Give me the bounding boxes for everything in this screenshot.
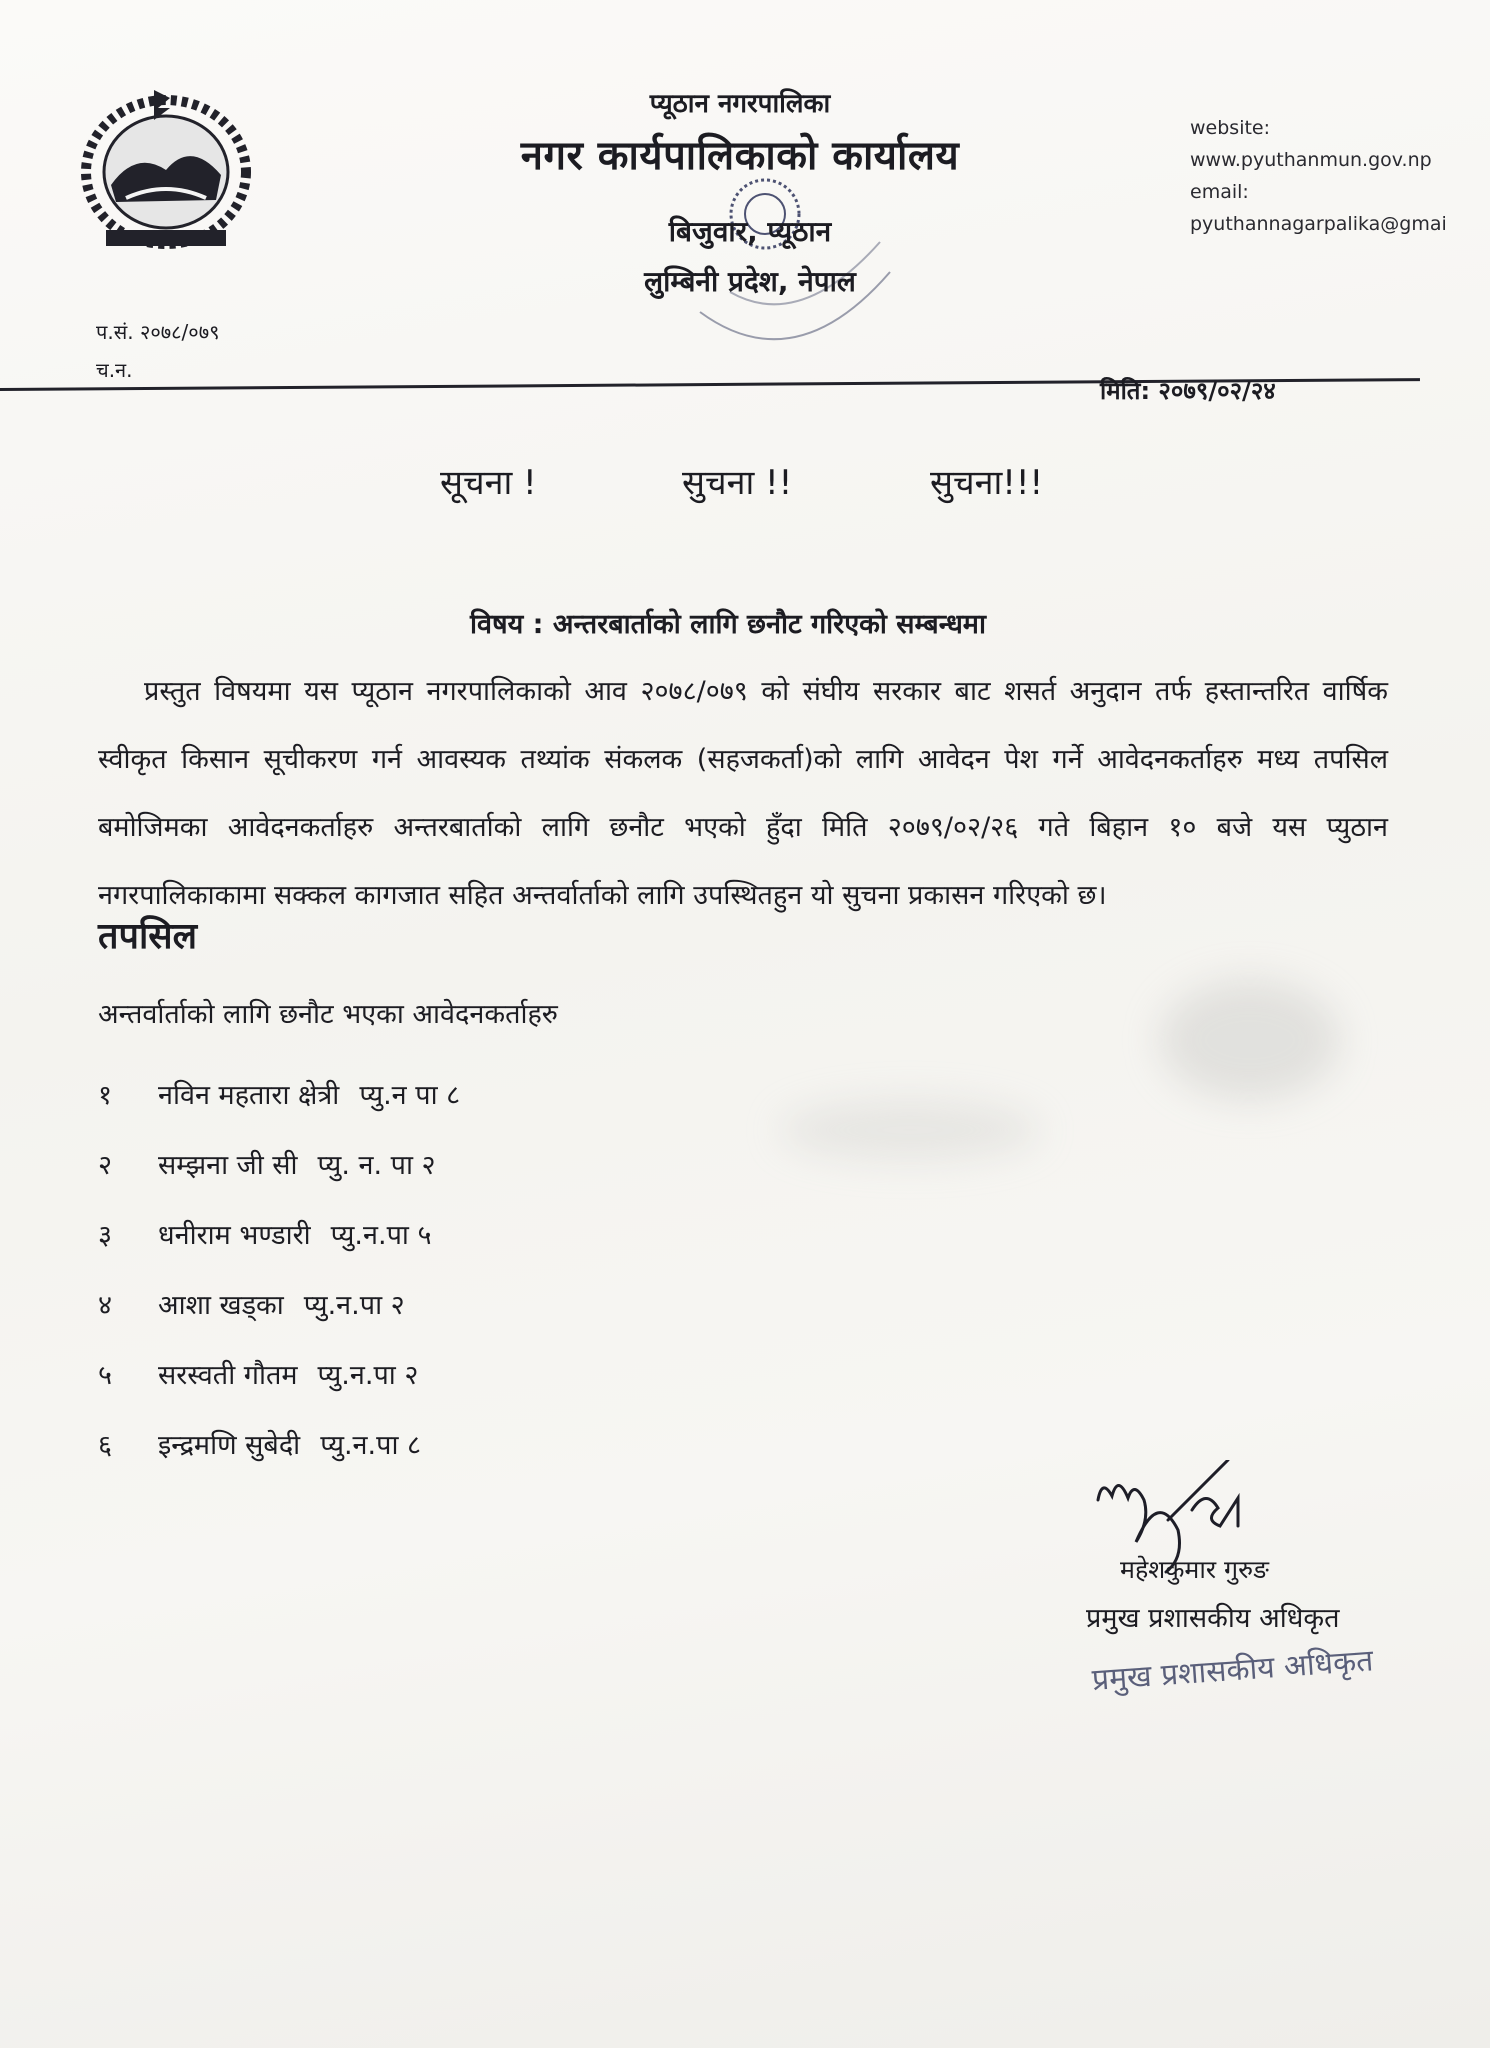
candidate-number: ५	[98, 1359, 113, 1391]
dispatch-number: च.न.	[96, 358, 133, 382]
list-item	[98, 1058, 998, 1128]
signatory-name: महेशकुमार गुरुङ	[1120, 1555, 1269, 1584]
notice-heading: सुचना !!	[682, 463, 793, 503]
candidate-ward: प्यु. न. पा २	[317, 1149, 436, 1181]
list-item	[98, 1268, 998, 1338]
candidate-ward: प्यु.न.पा ५	[330, 1219, 432, 1251]
candidate-name: सरस्वती गौतम	[158, 1359, 298, 1391]
candidate-number: ४	[98, 1289, 113, 1321]
letter-subject: विषय : अन्तरबार्ताको लागि छनौट गरिएको सम्बन्धमा	[470, 609, 986, 640]
signatory-title: प्रमुख प्रशासकीय अधिकृत	[1086, 1603, 1340, 1634]
signatory-stamp: प्रमुख प्रशासकीय अधिकृत	[1090, 1643, 1375, 1698]
reference-number: प.सं. २०७८/०७९	[96, 320, 220, 344]
letter-body: प्रस्तुत विषयमा यस प्यूठान नगरपालिकाको आव २०७८/०७९ को संघीय सरकार बाट शसर्त अनुदान तर्फ हस्तान्तरित वार्षिक स्वीकृत किसान सूचीकरण गर्न आवस्यक तथ्यांक संकलक (सहजकर्ता)को लागि आवेदन पेश गर्ने आवेदनकर्ताहरु मध्य तपसिल बमोजिमका आवेदनकर्ताहरु अन्तरबार्ताको लागि छनौट भएको हुँदा मिति २०७९/०२/२६ गते बिहान १० बजे यस प्युठान नगरपालिकाकामा सक्कल कागजात सहित अन्तर्वार्ताको लागि उपस्थितहुन यो सुचना प्रकासन गरिएको छ।	[98, 676, 1388, 911]
paper-crease	[1160, 980, 1340, 1100]
contact-block	[1190, 112, 1490, 240]
list-item	[98, 1198, 998, 1268]
candidate-ward: प्यु.न पा ८	[359, 1079, 461, 1111]
list-item	[98, 1408, 998, 1478]
section-heading: तपसिल	[98, 916, 198, 957]
candidate-number: ३	[98, 1219, 113, 1251]
email-label: email:	[1190, 181, 1249, 203]
office-location: बिजुवार, प्यूठान	[668, 215, 832, 248]
office-name: नगर कार्यपालिकाको कार्यालय	[520, 133, 960, 179]
office-province: लुम्बिनी प्रदेश, नेपाल	[644, 265, 856, 298]
candidate-name: सम्झना जी सी	[158, 1149, 298, 1181]
candidate-ward: प्यु.न.पा २	[303, 1289, 405, 1321]
candidate-name: नविन महतारा क्षेत्री	[158, 1079, 340, 1111]
list-item	[98, 1338, 998, 1408]
candidate-number: ६	[98, 1429, 113, 1461]
government-emblem-icon	[66, 80, 266, 260]
candidate-number: १	[98, 1079, 113, 1111]
candidate-ward: प्यु.न.पा २	[317, 1359, 419, 1391]
notice-heading: सुचना!!!	[930, 463, 1044, 503]
candidate-name: धनीराम भण्डारी	[158, 1219, 311, 1251]
list-heading: अन्तर्वार्ताको लागि छनौट भएका आवेदनकर्ताहरु	[98, 999, 558, 1030]
notice-heading: सूचना !	[440, 463, 537, 503]
website-label: website:	[1190, 117, 1271, 139]
website-url: www.pyuthanmun.gov.np	[1190, 149, 1432, 171]
municipality-name: प्यूठान नगरपालिका	[649, 89, 831, 119]
list-item	[98, 1128, 998, 1198]
candidate-name: इन्द्रमणि सुबेदी	[158, 1429, 301, 1461]
letter-date: मिति: २०७९/०२/२४	[1100, 377, 1276, 405]
candidate-ward: प्यु.न.पा ८	[320, 1429, 422, 1461]
email-address: pyuthannagarpalika@gmai	[1190, 213, 1447, 235]
candidate-number: २	[98, 1149, 113, 1181]
candidate-list	[98, 1058, 998, 1478]
candidate-name: आशा खड्का	[158, 1289, 284, 1321]
